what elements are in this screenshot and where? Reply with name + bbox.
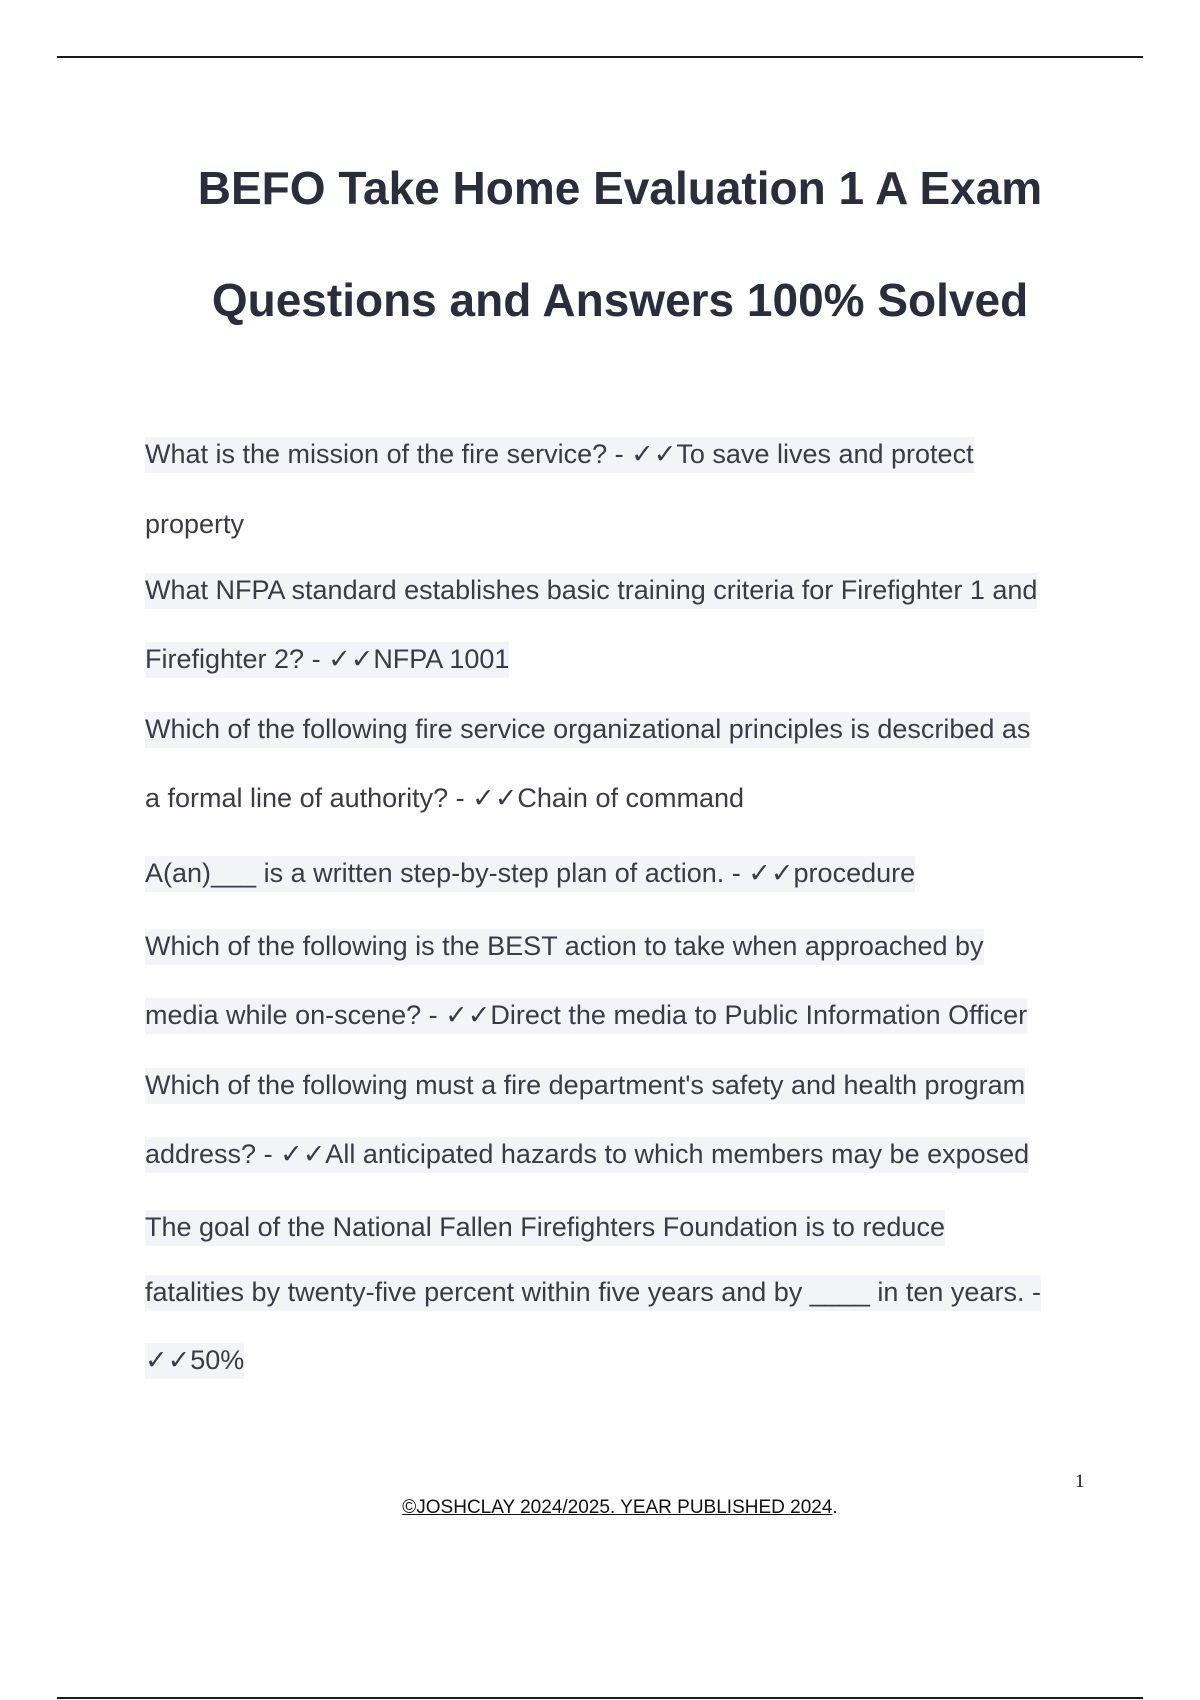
title-line-1: BEFO Take Home Evaluation 1 A Exam [197, 162, 1043, 214]
qa-line: Which of the following fire service organizational principles is described as [145, 712, 1030, 748]
qa-item-5 [145, 926, 1085, 1035]
qa-line: Firefighter 2? - ✓✓NFPA 1001 [145, 642, 509, 678]
qa-line: fatalities by twenty-five percent within five years and by ____ in ten years. - [145, 1275, 1041, 1311]
qa-item-2 [145, 570, 1085, 679]
footer-text: ©JOSHCLAY 2024/2025. YEAR PUBLISHED 2024 [402, 1497, 833, 1518]
qa-line: address? - ✓✓All anticipated hazards to which members may be exposed [145, 1137, 1029, 1173]
qa-item-4 [145, 853, 1085, 893]
qa-line: a formal line of authority? - ✓✓Chain of command [145, 783, 745, 813]
title-line-2: Questions and Answers 100% Solved [211, 274, 1029, 326]
footer-trail: . [832, 1497, 838, 1518]
qa-item-7 [145, 1207, 1085, 1380]
qa-line: What is the mission of the fire service? - ✓✓To save lives and protect [145, 437, 974, 473]
document-title [100, 132, 1140, 356]
footer-copyright [0, 1497, 1200, 1519]
page-number: 1 [1075, 1471, 1085, 1492]
qa-item-6 [145, 1065, 1085, 1174]
qa-line: Which of the following is the BEST action to take when approached by [145, 929, 984, 965]
qa-line: A(an)___ is a written step-by-step plan of action. - ✓✓procedure [145, 856, 915, 892]
qa-line: media while on-scene? - ✓✓Direct the media to Public Information Officer [145, 998, 1027, 1034]
bottom-rule [57, 1697, 1143, 1699]
qa-line: Which of the following must a fire department's safety and health program [145, 1068, 1025, 1104]
qa-item-3 [145, 709, 1085, 818]
qa-line: The goal of the National Fallen Firefighters Foundation is to reduce [145, 1210, 945, 1246]
qa-item-1 [145, 434, 1085, 544]
qa-line: What NFPA standard establishes basic training criteria for Firefighter 1 and [145, 573, 1037, 609]
qa-line: ✓✓50% [145, 1343, 244, 1379]
qa-line: property [145, 509, 245, 539]
top-rule [57, 56, 1143, 58]
